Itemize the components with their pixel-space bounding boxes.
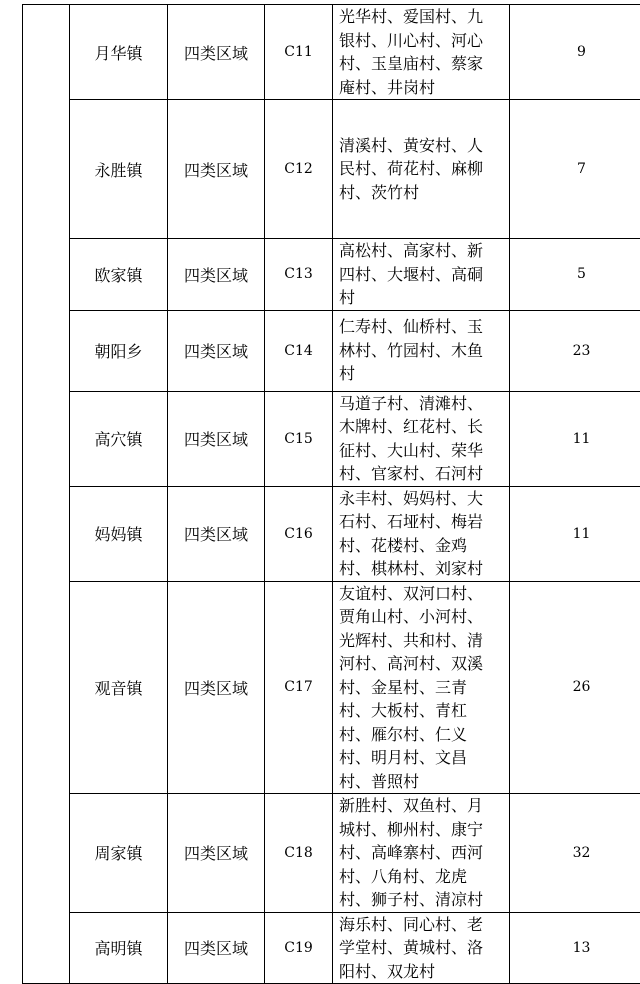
- table-row: [23, 239, 640, 311]
- table-row: [23, 391, 640, 486]
- count-cell: 26: [510, 581, 640, 794]
- village-line: 马道子村、清滩村、: [339, 392, 505, 416]
- count-cell: 7: [510, 100, 640, 239]
- village-line: 林村、竹园村、木鱼: [339, 339, 505, 363]
- table-row: [23, 794, 640, 913]
- code-cell: C13: [265, 239, 333, 311]
- village-line: 银村、川心村、河心: [339, 29, 505, 53]
- village-line: 河村、高河村、双溪: [339, 652, 505, 676]
- code-cell: C19: [265, 912, 333, 984]
- zone-cell: 四类区域: [168, 391, 265, 486]
- count-cell: 11: [510, 391, 640, 486]
- villages-table: [22, 4, 640, 984]
- code-cell: C18: [265, 794, 333, 913]
- villages-cell: [333, 239, 510, 311]
- village-line: 学堂村、黄城村、洛: [339, 936, 505, 960]
- village-line: 村、棋林村、刘家村: [339, 557, 505, 581]
- table-row: [23, 100, 640, 239]
- villages-cell: [333, 391, 510, 486]
- code-cell: C17: [265, 581, 333, 794]
- village-line: 村、普照村: [339, 770, 505, 794]
- village-line: 新胜村、双鱼村、月: [339, 794, 505, 818]
- table-row: [23, 310, 640, 391]
- town-cell: 朝阳乡: [70, 310, 168, 391]
- village-line: 村: [339, 362, 505, 386]
- village-line: 仁寿村、仙桥村、玉: [339, 315, 505, 339]
- villages-cell: [333, 310, 510, 391]
- villages-cell: [333, 912, 510, 984]
- table-row: [23, 486, 640, 581]
- village-line: 村、高峰寨村、西河: [339, 841, 505, 865]
- town-cell: 高明镇: [70, 912, 168, 984]
- code-cell: C14: [265, 310, 333, 391]
- village-line: 光华村、爱国村、九: [339, 5, 505, 29]
- zone-cell: 四类区域: [168, 794, 265, 913]
- village-line: 村、玉皇庙村、蔡家: [339, 52, 505, 76]
- zone-cell: 四类区域: [168, 581, 265, 794]
- zone-cell: 四类区域: [168, 310, 265, 391]
- village-line: 村、大板村、青杠: [339, 699, 505, 723]
- zone-cell: 四类区域: [168, 5, 265, 100]
- table-row: [23, 5, 640, 100]
- village-line: 村、雁尔村、仁义: [339, 723, 505, 747]
- village-line: 光辉村、共和村、清: [339, 629, 505, 653]
- villages-cell: [333, 486, 510, 581]
- village-line: 高松村、高家村、新: [339, 239, 505, 263]
- villages-cell: [333, 5, 510, 100]
- zone-cell: 四类区域: [168, 912, 265, 984]
- village-line: 城村、柳州村、康宁: [339, 818, 505, 842]
- village-line: 庵村、井岗村: [339, 76, 505, 100]
- town-cell: 永胜镇: [70, 100, 168, 239]
- code-cell: C11: [265, 5, 333, 100]
- town-cell: 周家镇: [70, 794, 168, 913]
- town-cell: 高穴镇: [70, 391, 168, 486]
- village-line: 友谊村、双河口村、: [339, 582, 505, 606]
- count-cell: 32: [510, 794, 640, 913]
- village-line: 村、官家村、石河村: [339, 462, 505, 486]
- village-line: 贾角山村、小河村、: [339, 605, 505, 629]
- village-line: 村、金星村、三青: [339, 676, 505, 700]
- town-cell: 妈妈镇: [70, 486, 168, 581]
- count-cell: 11: [510, 486, 640, 581]
- zone-cell: 四类区域: [168, 100, 265, 239]
- code-cell: C15: [265, 391, 333, 486]
- village-line: 村、明月村、文昌: [339, 746, 505, 770]
- code-cell: C16: [265, 486, 333, 581]
- village-line: 村: [339, 286, 505, 310]
- village-line: 村、八角村、龙虎: [339, 865, 505, 889]
- table-row: [23, 912, 640, 984]
- villages-cell: [333, 794, 510, 913]
- village-line: 四村、大堰村、高硐: [339, 263, 505, 287]
- count-cell: 9: [510, 5, 640, 100]
- zone-cell: 四类区域: [168, 239, 265, 311]
- village-line: 永丰村、妈妈村、大: [339, 487, 505, 511]
- village-line: 海乐村、同心村、老: [339, 913, 505, 937]
- town-cell: 月华镇: [70, 5, 168, 100]
- village-line: 村、花楼村、金鸡: [339, 534, 505, 558]
- category-cell: [23, 5, 70, 984]
- table-row: [23, 581, 640, 794]
- count-cell: 5: [510, 239, 640, 311]
- code-cell: C12: [265, 100, 333, 239]
- villages-cell: [333, 581, 510, 794]
- village-line: 村、狮子村、清凉村: [339, 888, 505, 912]
- villages-cell: [333, 100, 510, 239]
- village-line: 清溪村、黄安村、人: [339, 134, 505, 158]
- zone-cell: 四类区域: [168, 486, 265, 581]
- village-line: 阳村、双龙村: [339, 960, 505, 984]
- count-cell: 13: [510, 912, 640, 984]
- village-line: 木牌村、红花村、长: [339, 415, 505, 439]
- count-cell: 23: [510, 310, 640, 391]
- town-cell: 观音镇: [70, 581, 168, 794]
- village-line: 民村、荷花村、麻柳: [339, 157, 505, 181]
- village-line: 村、茨竹村: [339, 181, 505, 205]
- town-cell: 欧家镇: [70, 239, 168, 311]
- village-line: 石村、石垭村、梅岩: [339, 510, 505, 534]
- village-line: 征村、大山村、荣华: [339, 439, 505, 463]
